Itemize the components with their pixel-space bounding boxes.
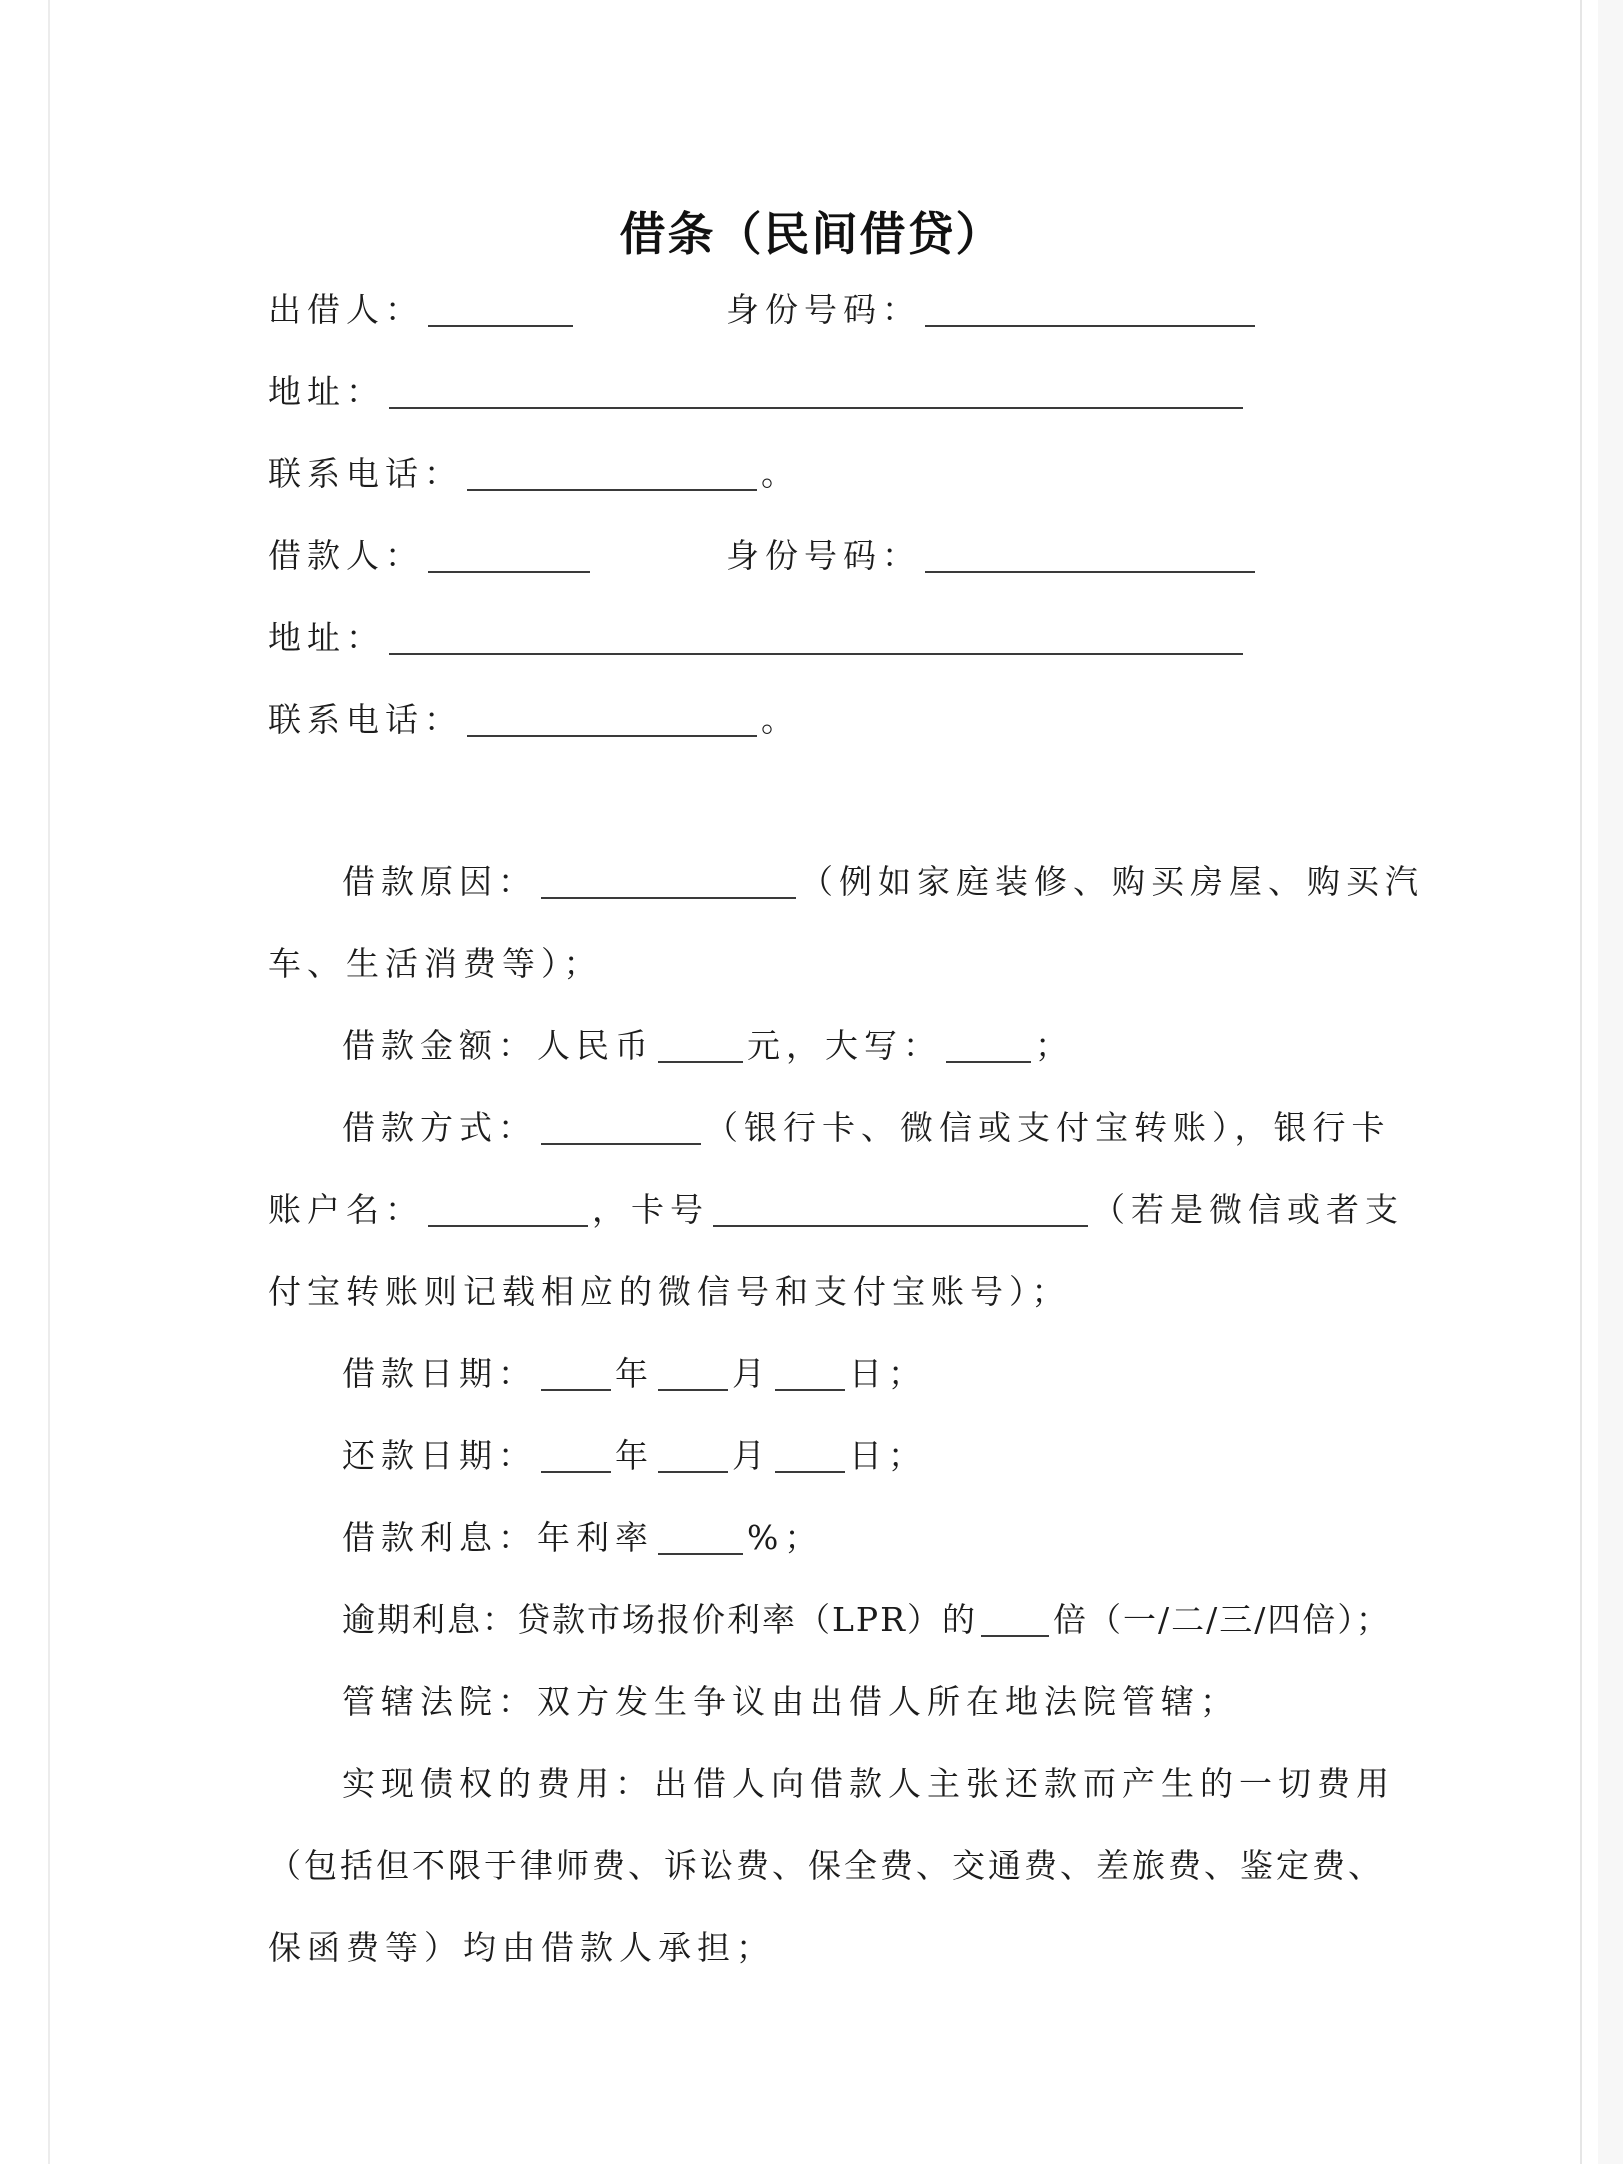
borrower-id-row (726, 536, 1259, 576)
loan-date-year: 年 (615, 1354, 654, 1393)
amount-end: ； (1035, 1026, 1074, 1065)
court-text: 管辖法院：双方发生争议由出借人所在地法院管辖； (342, 1682, 1239, 1721)
document-title: 借条（民间借贷） (619, 207, 1004, 261)
amount-row (342, 1026, 1074, 1066)
lender-id-label: 身份号码： (726, 290, 921, 329)
method-note-row (268, 1272, 1071, 1312)
reason-example-1: （例如家庭装修、购买房屋、购买汽 (800, 862, 1424, 901)
repay-date-day: 日； (849, 1436, 927, 1475)
repay-date-label: 还款日期： (342, 1436, 537, 1475)
method-account-row (268, 1190, 1404, 1230)
interest-label: 借款利息：年利率 (342, 1518, 654, 1557)
repay-date-month: 月 (732, 1436, 771, 1475)
borrower-phone-label: 联系电话： (268, 700, 463, 739)
borrower-id-label: 身份号码： (726, 536, 921, 575)
reason-row (342, 862, 1424, 902)
repay-date-row (342, 1436, 927, 1476)
repay-date-year: 年 (615, 1436, 654, 1475)
lender-phone-label: 联系电话： (268, 454, 463, 493)
costs-row-3 (268, 1928, 775, 1968)
reason-example-2: 车、生活消费等）； (268, 944, 603, 983)
method-note-1: （若是微信或者支 (1092, 1190, 1404, 1229)
borrower-address-blank[interactable] (389, 623, 1243, 655)
overdue-multiple: 倍（一/二/三/四倍）； (1052, 1600, 1391, 1639)
repay-date-month-blank[interactable] (658, 1441, 728, 1473)
interest-row (342, 1518, 823, 1558)
loan-date-month-blank[interactable] (658, 1359, 728, 1391)
borrower-phone-end: 。 (761, 700, 800, 739)
reason-label: 借款原因： (342, 862, 537, 901)
method-row (342, 1108, 1391, 1148)
borrower-phone-blank[interactable] (467, 705, 757, 737)
costs-line-1: 实现债权的费用：出借人向借款人主张还款而产生的一切费用 (342, 1764, 1395, 1803)
method-account-blank[interactable] (428, 1195, 588, 1227)
borrower-address-row (268, 618, 1247, 658)
costs-line-3: 保函费等）均由借款人承担； (268, 1928, 775, 1967)
loan-date-day: 日； (849, 1354, 927, 1393)
lender-phone-blank[interactable] (467, 459, 757, 491)
lender-phone-row (268, 454, 800, 494)
loan-date-year-blank[interactable] (541, 1359, 611, 1391)
borrower-address-label: 地址： (268, 618, 385, 657)
overdue-label: 逾期利息：贷款市场报价利率（LPR）的 (342, 1600, 977, 1639)
loan-date-label: 借款日期： (342, 1354, 537, 1393)
amount-uppercase-blank[interactable] (946, 1031, 1031, 1063)
method-card-blank[interactable] (713, 1195, 1088, 1227)
repay-date-day-blank[interactable] (775, 1441, 845, 1473)
page-left-edge (48, 0, 50, 2164)
costs-row-2 (268, 1846, 1384, 1886)
method-blank[interactable] (541, 1113, 701, 1145)
method-account-label: 账户名： (268, 1190, 424, 1229)
borrower-phone-row (268, 700, 800, 740)
loan-date-month: 月 (732, 1354, 771, 1393)
costs-row-1 (342, 1764, 1395, 1804)
interest-rate-blank[interactable] (658, 1523, 743, 1555)
reason-row-cont (268, 944, 603, 984)
loan-date-day-blank[interactable] (775, 1359, 845, 1391)
amount-number-blank[interactable] (658, 1031, 743, 1063)
borrower-id-blank[interactable] (925, 541, 1255, 573)
lender-address-blank[interactable] (389, 377, 1243, 409)
lender-address-label: 地址： (268, 372, 385, 411)
interest-unit: %； (747, 1518, 824, 1557)
lender-id-row (726, 290, 1259, 330)
lender-name-label: 出借人： (268, 290, 424, 329)
lender-name-row (268, 290, 577, 330)
borrower-name-label: 借款人： (268, 536, 424, 575)
amount-label: 借款金额：人民币 (342, 1026, 654, 1065)
costs-line-2: （包括但不限于律师费、诉讼费、保全费、交通费、差旅费、鉴定费、 (268, 1846, 1384, 1885)
lender-address-row (268, 372, 1247, 412)
amount-unit: 元，大写： (747, 1026, 942, 1065)
overdue-row (342, 1600, 1391, 1640)
borrower-name-blank[interactable] (428, 541, 590, 573)
method-note-2: 付宝转账则记载相应的微信号和支付宝账号）； (268, 1272, 1071, 1311)
borrower-name-row (268, 536, 594, 576)
method-card-label: ，卡号 (592, 1190, 709, 1229)
court-row (342, 1682, 1239, 1722)
method-options: （银行卡、微信或支付宝转账），银行卡 (705, 1108, 1391, 1147)
lender-phone-end: 。 (761, 454, 800, 493)
repay-date-year-blank[interactable] (541, 1441, 611, 1473)
overdue-multiple-blank[interactable] (981, 1605, 1049, 1637)
method-label: 借款方式： (342, 1108, 537, 1147)
reason-blank[interactable] (541, 867, 796, 899)
lender-id-blank[interactable] (925, 295, 1255, 327)
page-right-shadow (1598, 0, 1623, 2164)
loan-date-row (342, 1354, 927, 1394)
page-right-edge (1580, 0, 1582, 2164)
lender-name-blank[interactable] (428, 295, 573, 327)
